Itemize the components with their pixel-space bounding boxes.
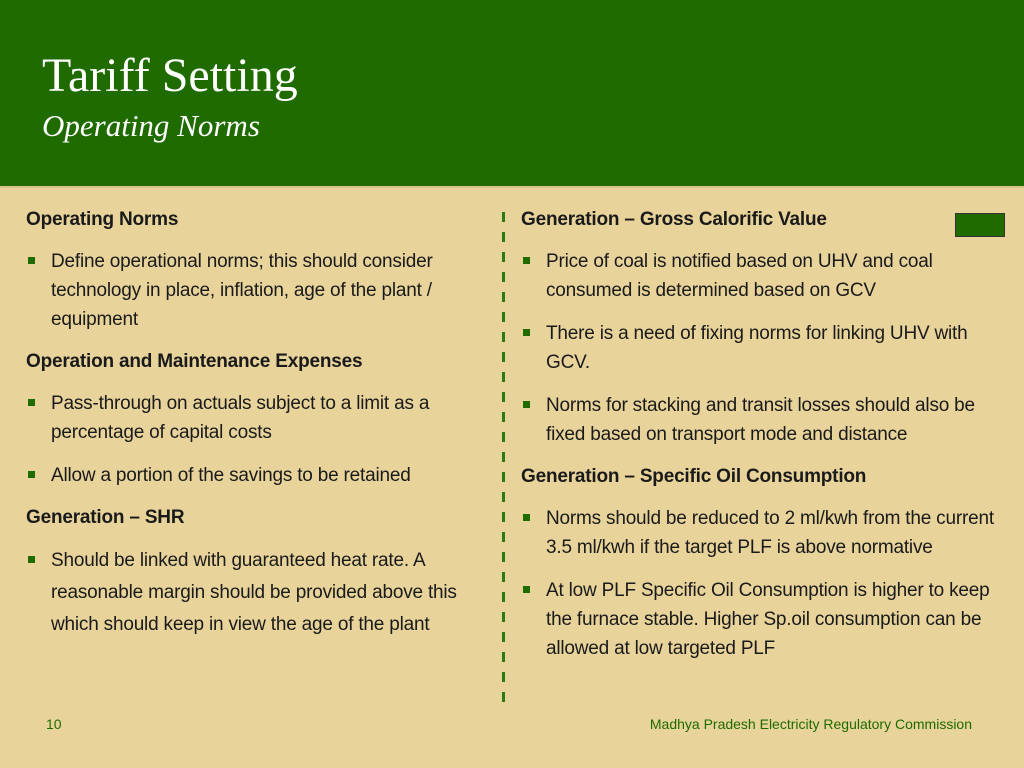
square-bullet-icon (28, 257, 35, 264)
bullet-text: At low PLF Specific Oil Consumption is higher to keep the furnace stable. Higher Sp.oil consumption can be allowed at low targeted PLF (546, 580, 990, 659)
bullet-item (521, 319, 1007, 377)
slide-header (0, 0, 1024, 186)
slide-subtitle: Operating Norms (42, 108, 260, 143)
bullet-item (521, 504, 1007, 562)
bullet-text: Price of coal is notified based on UHV and coal consumed is determined based on GCV (546, 251, 933, 301)
section-heading-gross-calorific-value: Generation – Gross Calorific Value (521, 209, 827, 230)
column-divider (502, 212, 505, 704)
bullet-text: Should be linked with guaranteed heat rate. A reasonable margin should be provided above this which should keep in view the age of the plant (51, 550, 457, 635)
bullet-item (521, 391, 1007, 449)
section-heading-generation-shr: Generation – SHR (26, 507, 185, 528)
bullet-item (26, 461, 492, 490)
square-bullet-icon (523, 329, 530, 336)
right-column (521, 206, 1007, 677)
bullet-text: Pass-through on actuals subject to a limit as a percentage of capital costs (51, 393, 430, 443)
bullet-item (26, 545, 492, 641)
green-swatch (955, 213, 1005, 237)
square-bullet-icon (28, 556, 35, 563)
section-heading-operating-norms: Operating Norms (26, 209, 179, 230)
page-number: 10 (46, 716, 62, 732)
square-bullet-icon (523, 514, 530, 521)
square-bullet-icon (523, 586, 530, 593)
header-rule (0, 186, 1024, 188)
bullet-item (521, 247, 1007, 305)
square-bullet-icon (523, 401, 530, 408)
bullet-text: Norms for stacking and transit losses should also be fixed based on transport mode and distance (546, 395, 975, 445)
bullet-text: Define operational norms; this should consider technology in place, inflation, age of the plant / equipment (51, 251, 433, 330)
left-column (26, 206, 492, 655)
bullet-item (521, 576, 1007, 663)
section-heading-specific-oil-consumption: Generation – Specific Oil Consumption (521, 466, 867, 487)
footer-organization: Madhya Pradesh Electricity Regulatory Commission (649, 716, 972, 732)
section-heading-om-expenses: Operation and Maintenance Expenses (26, 351, 363, 372)
bullet-text: There is a need of fixing norms for linking UHV with GCV. (546, 323, 968, 373)
square-bullet-icon (28, 399, 35, 406)
square-bullet-icon (28, 471, 35, 478)
square-bullet-icon (523, 257, 530, 264)
slide-title: Tariff Setting (42, 49, 298, 102)
bullet-text: Allow a portion of the savings to be retained (51, 465, 411, 486)
bullet-item (26, 389, 492, 447)
bullet-text: Norms should be reduced to 2 ml/kwh from the current 3.5 ml/kwh if the target PLF is above normative (546, 508, 994, 558)
bullet-item (26, 247, 492, 334)
